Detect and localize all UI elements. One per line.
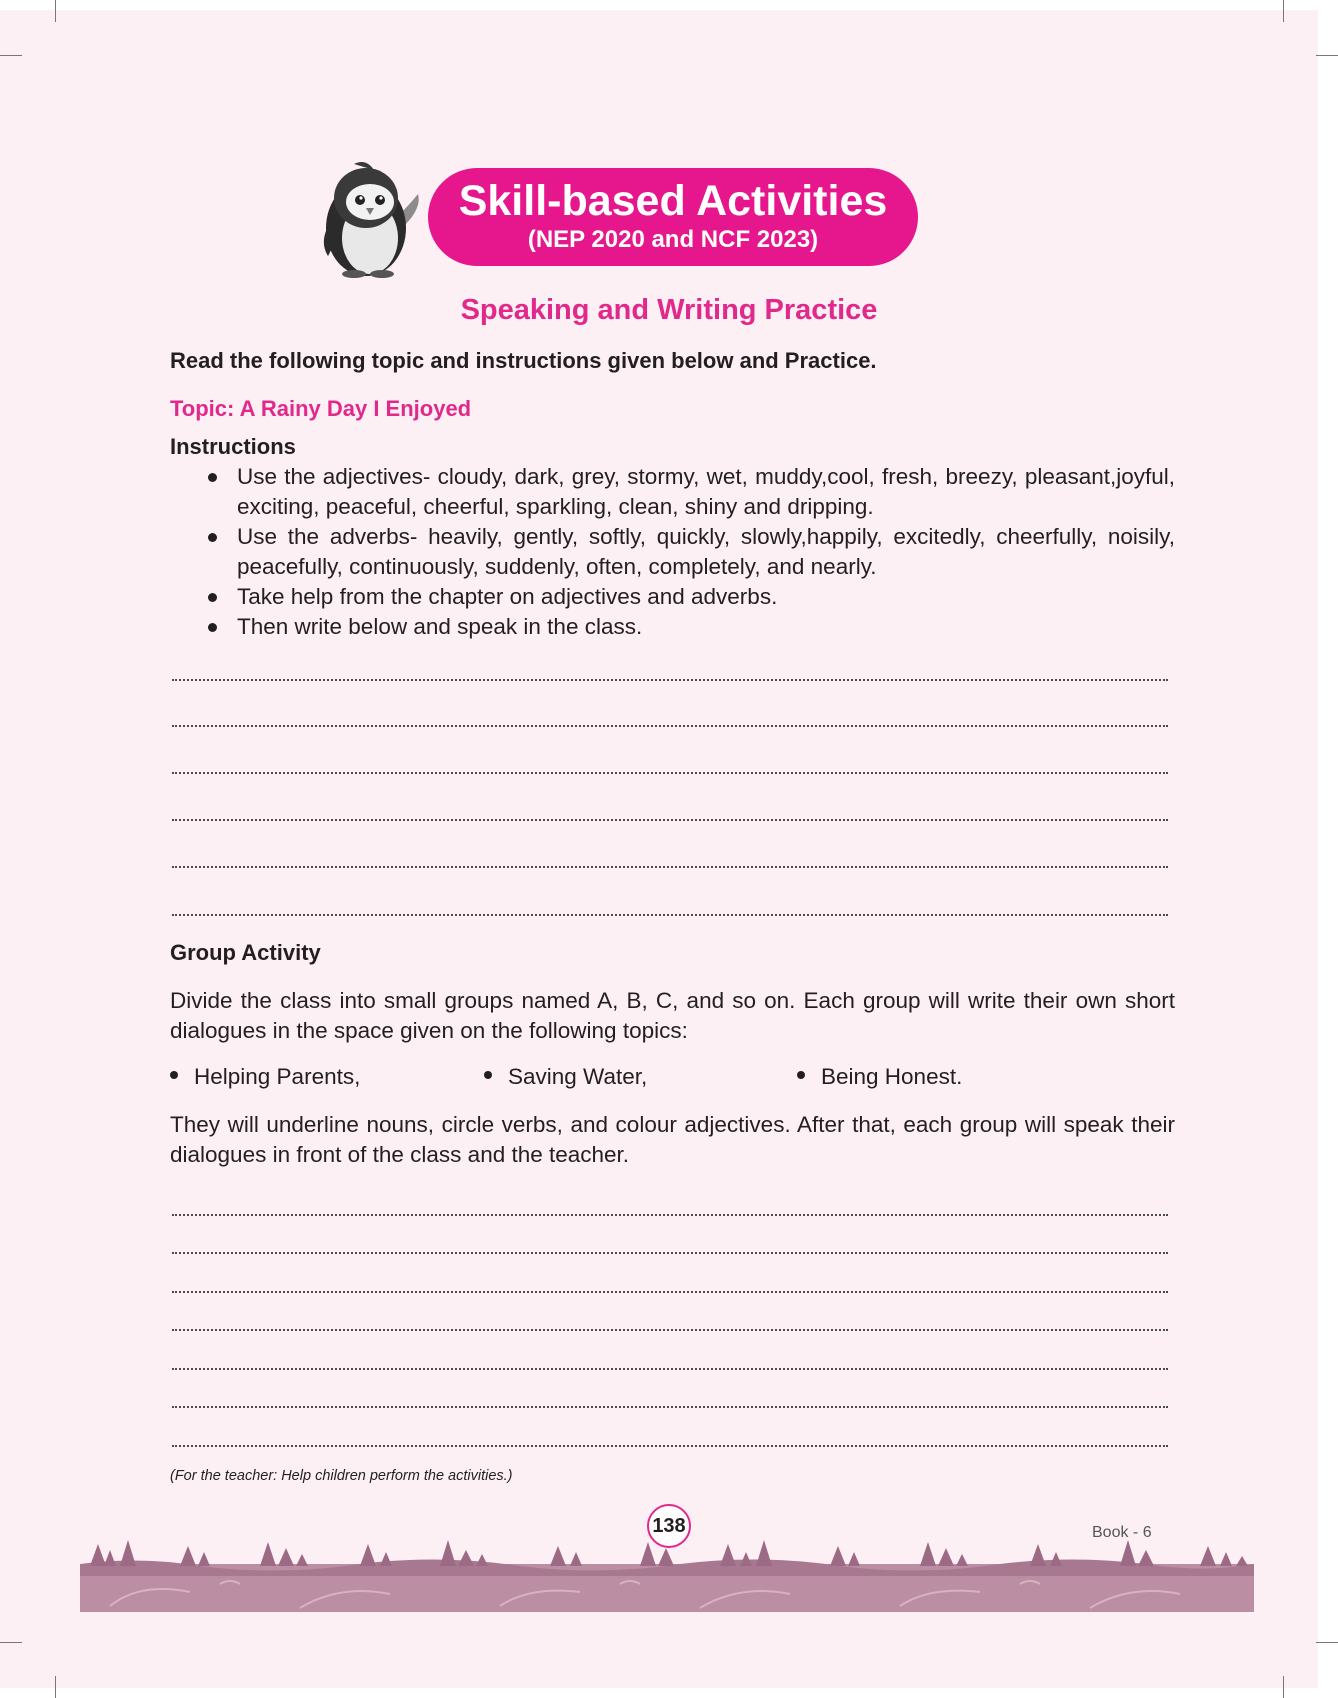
list-item: Helping Parents, [170, 1064, 360, 1090]
list-item: Take help from the chapter on adjectives and adverbs. [205, 582, 1175, 612]
crop-mark [1283, 0, 1284, 22]
instructions-heading: Instructions [170, 434, 296, 459]
list-item: Use the adjectives- cloudy, dark, grey, stormy, wet, muddy,cool, fresh, breezy, pleasant,joyful, exciting, peaceful, cheerful, sparkling, clean, shiny and dripping. [205, 462, 1175, 522]
crop-mark [55, 0, 56, 22]
section-title: Speaking and Writing Practice [460, 294, 878, 326]
writing-line[interactable] [172, 1445, 1168, 1447]
group-activity-followup: They will underline nouns, circle verbs, and colour adjectives. After that, each group will speak their dialogues in front of the class and the teacher. [170, 1112, 1175, 1167]
page-subtitle: (NEP 2020 and NCF 2023) [527, 226, 819, 253]
bullet-icon [170, 1071, 178, 1079]
writing-line[interactable] [172, 1329, 1168, 1331]
list-item: Then write below and speak in the class. [205, 612, 1175, 642]
writing-line[interactable] [172, 1368, 1168, 1370]
bullet-icon [797, 1071, 805, 1079]
group-activity-heading: Group Activity [170, 940, 321, 965]
instructions-list [205, 462, 1175, 642]
lead-instruction: Read the following topic and instructions given below and Practice. [170, 348, 877, 373]
teacher-note: (For the teacher: Help children perform the activities.) [170, 1468, 513, 1484]
writing-line[interactable] [172, 725, 1168, 727]
topic-heading: Topic: A Rainy Day I Enjoyed [170, 396, 472, 421]
page-title: Skill-based Activities [458, 177, 888, 225]
crop-mark [0, 1642, 22, 1643]
writing-line[interactable] [172, 866, 1168, 868]
bullet-icon [484, 1071, 492, 1079]
page-number: 138 [647, 1504, 691, 1548]
crop-mark [0, 55, 22, 56]
writing-line[interactable] [172, 1214, 1168, 1216]
writing-line[interactable] [172, 679, 1168, 681]
crop-mark [1316, 55, 1338, 56]
writing-line[interactable] [172, 914, 1168, 916]
list-item: Saving Water, [484, 1064, 647, 1090]
penguin-icon [318, 160, 426, 278]
writing-line[interactable] [172, 1252, 1168, 1254]
book-label: Book - 6 [1092, 1524, 1152, 1541]
writing-line[interactable] [172, 819, 1168, 821]
writing-line[interactable] [172, 1291, 1168, 1293]
title-banner [428, 168, 918, 266]
crop-mark [55, 1676, 56, 1698]
writing-line[interactable] [172, 772, 1168, 774]
list-item: Use the adverbs- heavily, gently, softly, quickly, slowly,happily, excitedly, cheerfully, noisily, peacefully, continuously, suddenly, often, completely, and nearly. [205, 522, 1175, 582]
list-item: Being Honest. [797, 1064, 962, 1090]
writing-line[interactable] [172, 1406, 1168, 1408]
crop-mark [1283, 1676, 1284, 1698]
crop-mark [1316, 1642, 1338, 1643]
group-activity-intro: Divide the class into small groups named A, B, C, and so on. Each group will write their own short dialogues in the space given on the following topics: [170, 988, 1175, 1043]
group-topics [170, 1064, 1170, 1094]
